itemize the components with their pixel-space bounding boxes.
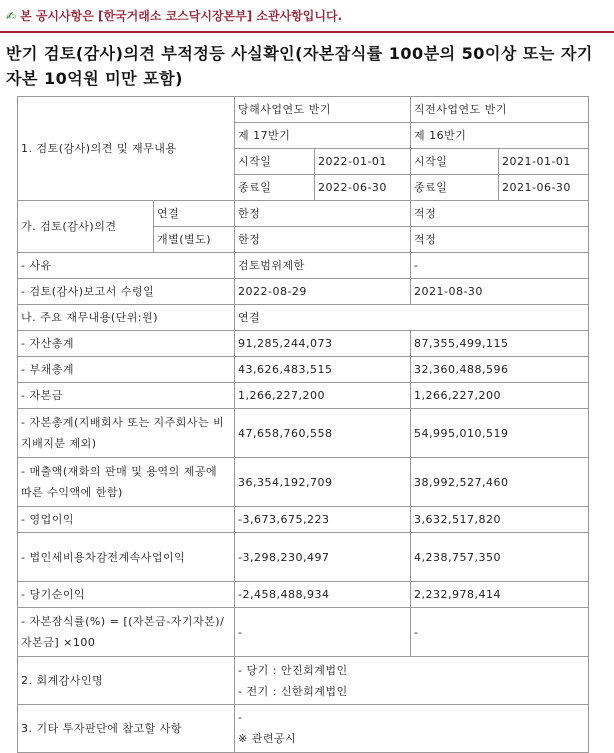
received-date-current: 2022-08-29 [235, 279, 411, 305]
separate-previous-opinion: 적정 [411, 227, 589, 253]
current-end-date: 2022-06-30 [315, 175, 411, 201]
current-start-label: 시작일 [235, 149, 315, 175]
net-income-label: - 당기순이익 [18, 582, 235, 608]
total-liabilities-previous: 32,360,488,596 [411, 357, 589, 383]
auditor-previous: - 전기 : 신한회계법인 [238, 684, 348, 698]
revenue-label: - 매출액(재화의 판매 및 용역의 제공에 따른 수익액에 한함) [18, 458, 235, 507]
auditor-current: - 당기 : 안진회계법인 [238, 663, 348, 677]
operating-income-current: -3,673,675,223 [235, 507, 411, 533]
pencil-icon: ✍ [6, 8, 17, 23]
current-term: 제 17반기 [235, 123, 411, 149]
previous-period-header: 직전사업연도 반기 [411, 97, 589, 123]
opinion-financials-label: 1. 검토(감사)의견 및 재무내용 [18, 97, 235, 201]
total-equity-current: 47,658,760,558 [235, 409, 411, 458]
consolidated-previous-opinion: 적정 [411, 201, 589, 227]
page-title: 반기 검토(감사)의견 부적정등 사실확인(자본잠식률 100분의 50이상 또는 자기자본 10억원 미만 포함) [6, 44, 593, 88]
opinion-label: 가. 검토(감사)의견 [18, 201, 154, 253]
capital-stock-previous: 1,266,227,200 [411, 383, 589, 409]
consolidated-current-opinion: 한정 [235, 201, 411, 227]
disclosure-table [17, 96, 589, 753]
pretax-income-label: - 법인세비용차감전계속사업이익 [18, 533, 235, 582]
pretax-income-previous: 4,238,757,350 [411, 533, 589, 582]
capital-impairment-current: - [235, 608, 411, 657]
separate-current-opinion: 한정 [235, 227, 411, 253]
previous-term: 제 16반기 [411, 123, 589, 149]
total-assets-current: 91,285,244,073 [235, 331, 411, 357]
operating-income-label: - 영업이익 [18, 507, 235, 533]
received-date-label: - 검토(감사)보고서 수령일 [18, 279, 235, 305]
related-disclosure-link[interactable]: ※ 관련공시 [238, 732, 297, 745]
auditor-label: 2. 회계감사인명 [18, 657, 235, 705]
revenue-previous: 38,992,527,460 [411, 458, 589, 507]
reason-current: 검토범위제한 [235, 253, 411, 279]
current-end-label: 종료일 [235, 175, 315, 201]
previous-end-label: 종료일 [411, 175, 499, 201]
reason-label: - 사유 [18, 253, 235, 279]
consolidated-label: 연결 [154, 201, 235, 227]
reason-previous: - [411, 253, 589, 279]
revenue-current: 36,354,192,709 [235, 458, 411, 507]
capital-stock-current: 1,266,227,200 [235, 383, 411, 409]
total-assets-previous: 87,355,499,115 [411, 331, 589, 357]
financials-basis: 연결 [235, 305, 589, 331]
other-notes-line: - [238, 711, 243, 724]
current-period-header: 당해사업연도 반기 [235, 97, 411, 123]
previous-end-date: 2021-06-30 [499, 175, 589, 201]
total-assets-label: - 자산총계 [18, 331, 235, 357]
operating-income-previous: 3,632,517,820 [411, 507, 589, 533]
net-income-current: -2,458,488,934 [235, 582, 411, 608]
other-notes-label: 3. 기타 투자판단에 참고할 사항 [18, 705, 235, 753]
total-equity-previous: 54,995,010,519 [411, 409, 589, 458]
capital-impairment-previous: - [411, 608, 589, 657]
separate-label: 개별(별도) [154, 227, 235, 253]
total-liabilities-label: - 부채총계 [18, 357, 235, 383]
net-income-previous: 2,232,978,414 [411, 582, 589, 608]
capital-stock-label: - 자본금 [18, 383, 235, 409]
financials-label: 나. 주요 재무내용(단위:원) [18, 305, 235, 331]
previous-start-date: 2021-01-01 [499, 149, 589, 175]
previous-start-label: 시작일 [411, 149, 499, 175]
other-notes [235, 705, 589, 753]
received-date-previous: 2021-08-30 [411, 279, 589, 305]
total-liabilities-current: 43,626,483,515 [235, 357, 411, 383]
notice-banner [0, 0, 614, 33]
pretax-income-current: -3,298,230,497 [235, 533, 411, 582]
notice-text: 본 공시사항은 [한국거래소 코스닥시장본부] 소관사항입니다. [20, 9, 343, 23]
current-start-date: 2022-01-01 [315, 149, 411, 175]
total-equity-label: - 자본총계(지배회사 또는 지주회사는 비지배지분 제외) [18, 409, 235, 458]
capital-impairment-label: - 자본잠식률(%) = [(자본금-자기자본)/자본금] ×100 [18, 608, 235, 657]
auditor-names [235, 657, 589, 705]
